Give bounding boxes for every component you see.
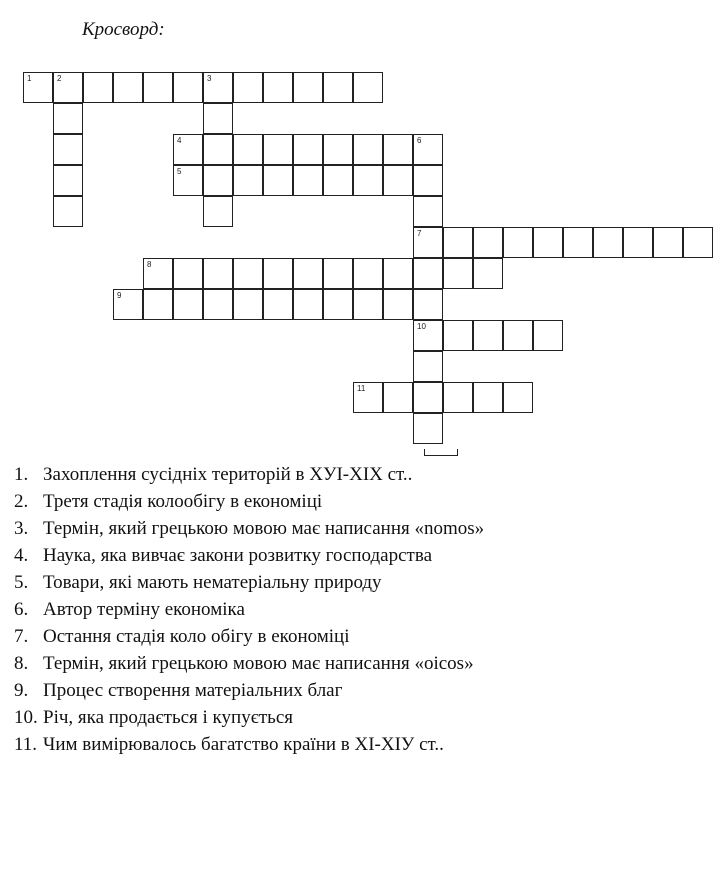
crossword-cell[interactable] <box>233 134 263 165</box>
clue-item <box>14 731 484 758</box>
crossword-cell[interactable] <box>413 413 443 444</box>
crossword-cell[interactable] <box>143 289 173 320</box>
crossword-cell[interactable] <box>413 320 443 351</box>
crossword-cell[interactable] <box>293 134 323 165</box>
crossword-cell[interactable] <box>143 258 173 289</box>
clue-item <box>14 461 484 488</box>
crossword-cell[interactable] <box>503 227 533 258</box>
clue-number: 1. <box>14 464 29 485</box>
crossword-cell[interactable] <box>503 320 533 351</box>
clue-item <box>14 677 484 704</box>
crossword-cell[interactable] <box>353 382 383 413</box>
crossword-cell[interactable] <box>263 258 293 289</box>
crossword-cell[interactable] <box>413 289 443 320</box>
clue-number: 6. <box>14 599 29 620</box>
crossword-cell[interactable] <box>353 165 383 196</box>
crossword-cell[interactable] <box>353 289 383 320</box>
crossword-title: Кросворд: <box>82 19 165 40</box>
clue-text: Процес створення матеріальних благ <box>43 680 343 701</box>
clue-number: 10. <box>14 707 38 728</box>
grid-bracket-mark <box>424 449 458 456</box>
crossword-cell[interactable] <box>443 258 473 289</box>
clue-text: Товари, які мають нематеріальну природу <box>43 572 382 593</box>
cell-number: 10 <box>417 322 426 331</box>
crossword-cell[interactable] <box>293 289 323 320</box>
crossword-cell[interactable] <box>443 382 473 413</box>
crossword-cell[interactable] <box>443 320 473 351</box>
crossword-cell[interactable] <box>623 227 653 258</box>
crossword-cell[interactable] <box>383 382 413 413</box>
crossword-cell[interactable] <box>353 258 383 289</box>
cell-number: 6 <box>417 136 422 145</box>
crossword-cell[interactable] <box>263 134 293 165</box>
clue-number: 5. <box>14 572 29 593</box>
clue-item <box>14 596 484 623</box>
clue-item <box>14 488 484 515</box>
crossword-cell[interactable] <box>413 351 443 382</box>
clue-number: 7. <box>14 626 29 647</box>
crossword-cell[interactable] <box>413 196 443 227</box>
crossword-cell[interactable] <box>353 72 383 103</box>
clue-list <box>14 461 484 758</box>
crossword-cell[interactable] <box>83 72 113 103</box>
crossword-cell[interactable] <box>473 258 503 289</box>
clue-item <box>14 704 484 731</box>
cell-number: 5 <box>177 167 182 176</box>
crossword-cell[interactable] <box>203 196 233 227</box>
crossword-cell[interactable] <box>323 134 353 165</box>
cell-number: 9 <box>117 291 122 300</box>
cell-number: 3 <box>207 74 212 83</box>
clue-text: Автор терміну економіка <box>43 599 245 620</box>
crossword-cell[interactable] <box>323 165 353 196</box>
crossword-cell[interactable] <box>233 72 263 103</box>
clue-text: Захоплення сусідніх територій в ХУІ-ХІХ ст.. <box>43 464 413 485</box>
clue-item <box>14 650 484 677</box>
crossword-cell[interactable] <box>203 134 233 165</box>
crossword-cell[interactable] <box>563 227 593 258</box>
crossword-cell[interactable] <box>473 227 503 258</box>
cell-number: 4 <box>177 136 182 145</box>
crossword-cell[interactable] <box>233 289 263 320</box>
crossword-cell[interactable] <box>203 72 233 103</box>
cell-number: 7 <box>417 229 422 238</box>
clue-number: 4. <box>14 545 29 566</box>
crossword-cell[interactable] <box>383 289 413 320</box>
crossword-cell[interactable] <box>263 165 293 196</box>
crossword-cell[interactable] <box>53 72 83 103</box>
crossword-cell[interactable] <box>143 72 173 103</box>
clue-text: Річ, яка продається і купується <box>43 707 293 728</box>
crossword-cell[interactable] <box>473 320 503 351</box>
crossword-cell[interactable] <box>473 382 503 413</box>
crossword-cell[interactable] <box>263 72 293 103</box>
clue-item <box>14 569 484 596</box>
cell-number: 8 <box>147 260 152 269</box>
crossword-cell[interactable] <box>53 134 83 165</box>
cell-number: 11 <box>357 384 366 393</box>
crossword-cell[interactable] <box>173 134 203 165</box>
cell-number: 2 <box>57 74 62 83</box>
crossword-cell[interactable] <box>323 289 353 320</box>
crossword-cell[interactable] <box>443 227 473 258</box>
crossword-cell[interactable] <box>53 103 83 134</box>
crossword-cell[interactable] <box>593 227 623 258</box>
crossword-cell[interactable] <box>53 196 83 227</box>
clue-text: Термін, який грецькою мовою має написання «nomos» <box>43 518 485 539</box>
crossword-cell[interactable] <box>413 258 443 289</box>
clue-text: Третя стадія колообігу в економіці <box>43 491 323 512</box>
crossword-cell[interactable] <box>23 72 53 103</box>
crossword-cell[interactable] <box>233 165 263 196</box>
clue-text: Остання стадія коло обігу в економіці <box>43 626 350 647</box>
crossword-cell[interactable] <box>413 134 443 165</box>
crossword-cell[interactable] <box>203 258 233 289</box>
crossword-cell[interactable] <box>533 227 563 258</box>
clue-item <box>14 515 484 542</box>
crossword-cell[interactable] <box>113 72 143 103</box>
crossword-cell[interactable] <box>113 289 143 320</box>
clue-number: 11. <box>14 734 38 755</box>
crossword-cell[interactable] <box>413 382 443 413</box>
crossword-cell[interactable] <box>383 134 413 165</box>
crossword-cell[interactable] <box>323 72 353 103</box>
crossword-cell[interactable] <box>293 258 323 289</box>
clue-number: 8. <box>14 653 29 674</box>
crossword-cell[interactable] <box>413 165 443 196</box>
crossword-cell[interactable] <box>323 258 353 289</box>
crossword-cell[interactable] <box>293 72 323 103</box>
crossword-cell[interactable] <box>53 165 83 196</box>
clue-text: Наука, яка вивчає закони розвитку господарства <box>43 545 432 566</box>
clue-text: Чим вимірювалось багатство країни в ХІ-ХІУ ст.. <box>43 734 444 755</box>
crossword-cell[interactable] <box>383 165 413 196</box>
crossword-cell[interactable] <box>203 165 233 196</box>
crossword-cell[interactable] <box>173 165 203 196</box>
crossword-cell[interactable] <box>293 165 323 196</box>
crossword-cell[interactable] <box>263 289 293 320</box>
clue-item <box>14 542 484 569</box>
clue-number: 3. <box>14 518 29 539</box>
clue-text: Термін, який грецькою мовою має написання «oicos» <box>43 653 474 674</box>
cell-number: 1 <box>27 74 32 83</box>
crossword-cell[interactable] <box>173 289 203 320</box>
crossword-cell[interactable] <box>203 103 233 134</box>
crossword-cell[interactable] <box>233 258 263 289</box>
crossword-cell[interactable] <box>413 227 443 258</box>
clue-number: 9. <box>14 680 29 701</box>
crossword-cell[interactable] <box>353 134 383 165</box>
crossword-cell[interactable] <box>173 258 203 289</box>
crossword-cell[interactable] <box>203 289 233 320</box>
crossword-cell[interactable] <box>383 258 413 289</box>
crossword-cell[interactable] <box>653 227 683 258</box>
crossword-cell[interactable] <box>503 382 533 413</box>
clue-item <box>14 623 484 650</box>
clue-number: 2. <box>14 491 29 512</box>
crossword-cell[interactable] <box>533 320 563 351</box>
crossword-cell[interactable] <box>683 227 713 258</box>
crossword-cell[interactable] <box>173 72 203 103</box>
